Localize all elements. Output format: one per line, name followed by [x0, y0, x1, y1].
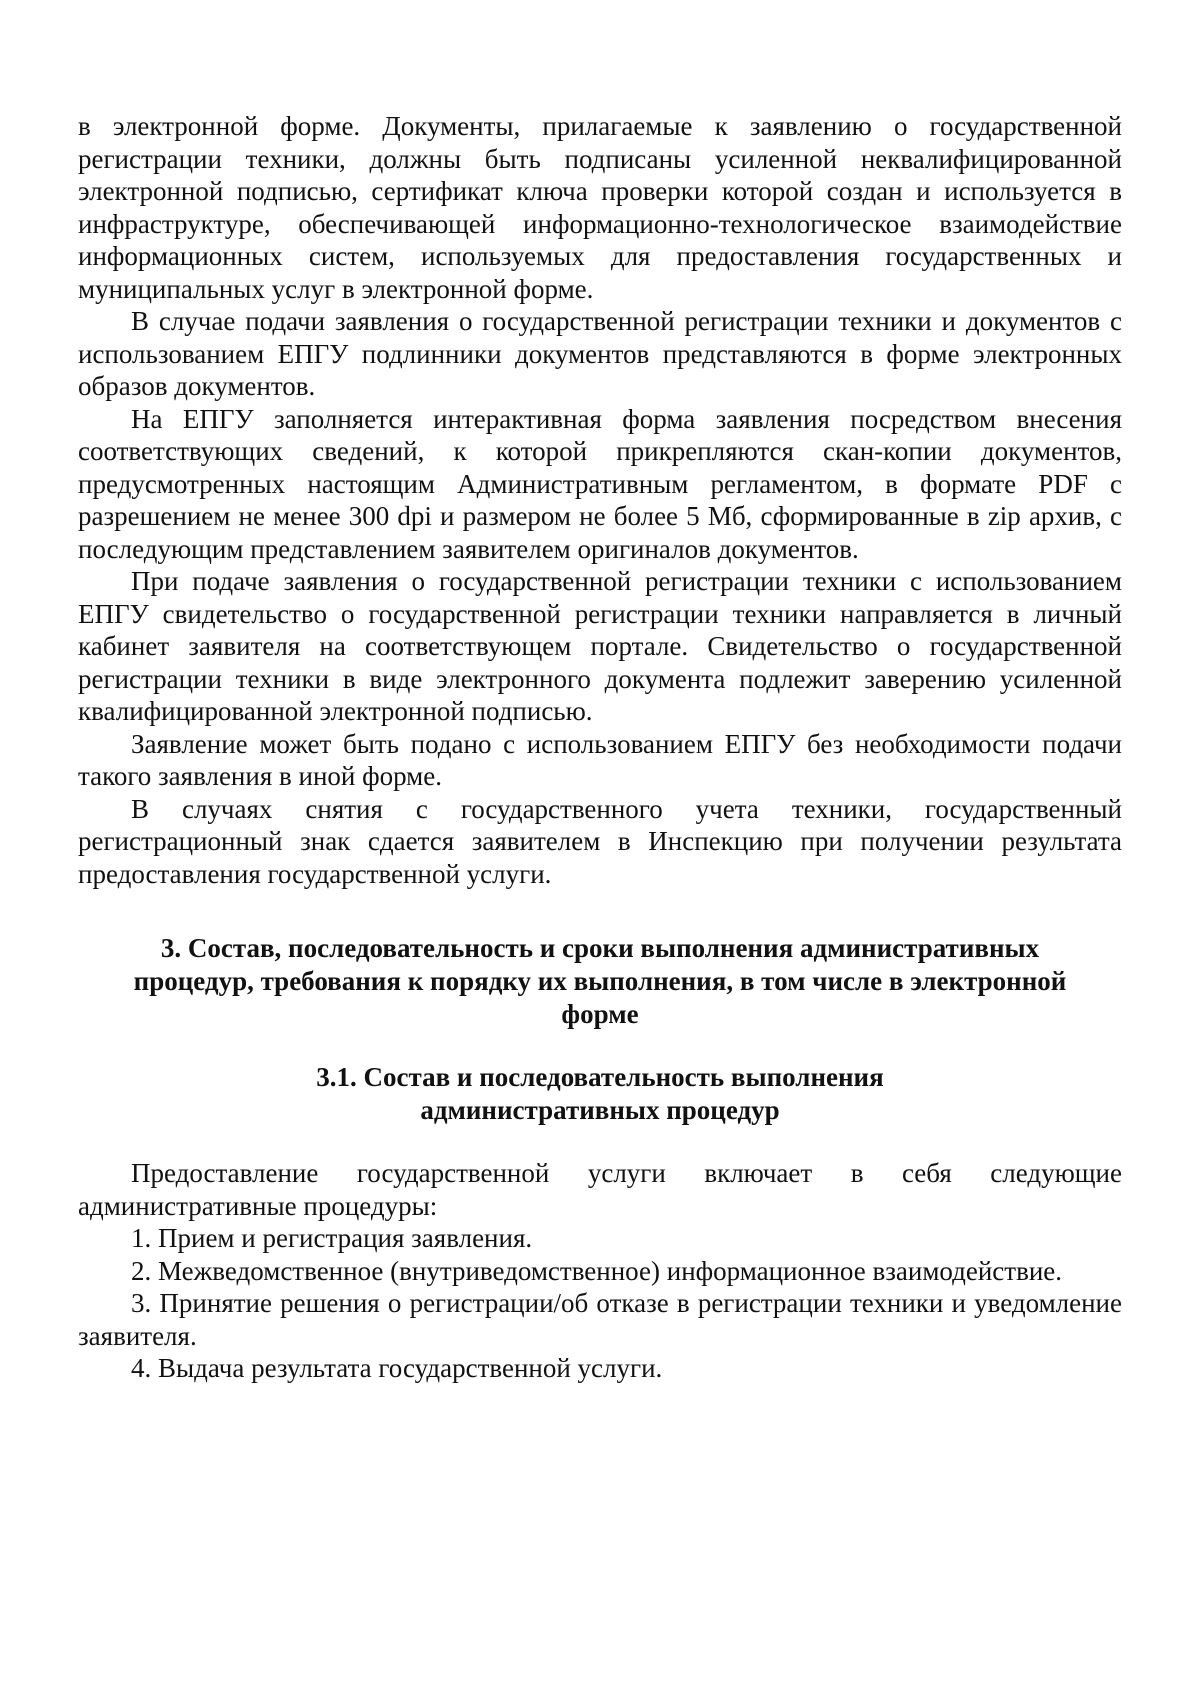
subsection-spacer: [78, 1031, 1122, 1061]
paragraph-deregistration: В случаях снятия с государственного учета техники, государственный регистрационный знак сдается заявителем в Инспекцию при получении результата предоставления государственной услуги.: [78, 793, 1122, 889]
document-body: [78, 110, 1122, 1385]
procedure-item-4: 4. Выдача результата государственной услуги.: [131, 1353, 663, 1383]
paragraph-epgu-submission: В случае подачи заявления о государственной регистрации техники и документов с использованием ЕПГУ подлинники документов представляются в форме электронных образов документов.: [78, 306, 1122, 401]
section-spacer: [78, 890, 1122, 932]
procedure-item-2: 2. Межведомственное (внутриведомственное) информационное взаимодействие.: [131, 1255, 1063, 1286]
list-spacer: [78, 1127, 1122, 1157]
procedure-item-1: 1. Прием и регистрация заявления.: [131, 1223, 533, 1253]
procedure-item-3: 3. Принятие решения о регистрации/об отказе в регистрации техники и уведомление заявителя.: [78, 1288, 1122, 1351]
procedures-intro: Предоставление государственной услуги включает в себя следующие административные процедуры:: [78, 1158, 1122, 1221]
paragraph-electronic-signature: в электронной форме. Документы, прилагаемые к заявлению о государственной регистрации техники, должны быть подписаны усиленной неквалифицированной электронной подписью, сертификат ключа проверки которой создан и используется в инфраструктуре, обеспечивающей информационно-технологическое взаимодействие информационных систем, используемых для предоставления государственных и муниципальных услуг в электронной форме.: [78, 111, 1122, 304]
subsection-heading: 3.1. Состав и последовательность выполнения административных процедур: [316, 1062, 884, 1125]
paragraph-certificate-delivery: При подаче заявления о государственной регистрации техники с использованием ЕПГУ свидетельство о государственной регистрации техники направляется в личный кабинет заявителя на соответствующем портале. Свидетельство о государственной регистрации техники в виде электронного документа подлежит заверению усиленной квалифицированной электронной подписью.: [78, 566, 1122, 726]
paragraph-interactive-form: На ЕПГУ заполняется интерактивная форма заявления посредством внесения соответствующих сведений, к которой прикрепляются скан-копии документов, предусмотренных настоящим Административным регламентом, в формате PDF с разрешением не менее 300 dpi и размером не более 5 Мб, сформированные в zip архив, с последующим представлением заявителем оригиналов документов.: [78, 403, 1122, 564]
paragraph-no-other-form: Заявление может быть подано с использованием ЕПГУ без необходимости подачи такого заявления в иной форме.: [78, 728, 1122, 791]
section-heading: 3. Состав, последовательность и сроки выполнения административных процедур, требования к порядку их выполнения, в том числе в электронной форме: [133, 933, 1067, 1029]
